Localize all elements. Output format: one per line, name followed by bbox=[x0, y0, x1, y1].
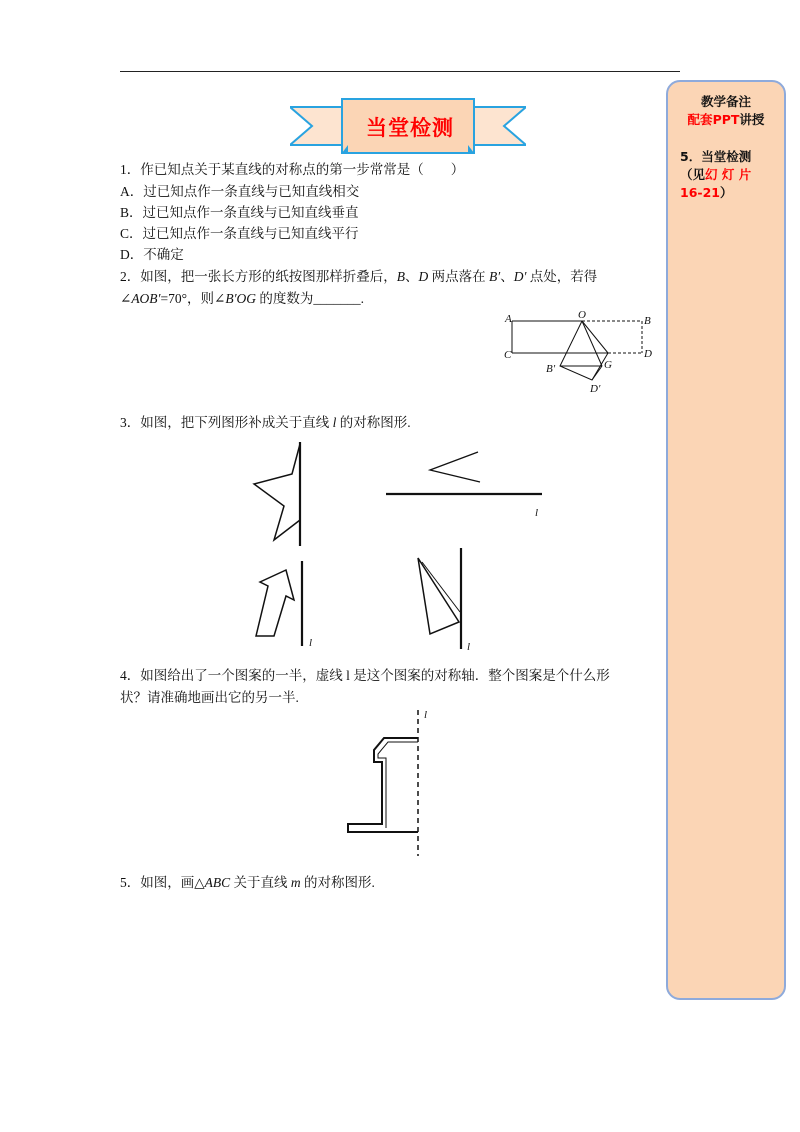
q5-stem: 5．如图，画△ABC 关于直线 m 的对称图形. bbox=[120, 875, 375, 890]
q2-label-a: A bbox=[505, 313, 512, 325]
top-rule bbox=[120, 71, 680, 72]
sidebar-note bbox=[680, 148, 780, 202]
q4-half-pattern bbox=[340, 706, 450, 858]
sidebar-subtitle: 配套PPT讲授 bbox=[687, 112, 765, 127]
q4-line2: 状？请准确地画出它的另一半. bbox=[120, 690, 299, 705]
q2-fold-figure bbox=[498, 308, 658, 398]
q2-label-c: C bbox=[504, 349, 512, 361]
q1-option-c: C．过已知点作一条直线与已知直线平行 bbox=[120, 226, 359, 241]
q2-label-b-prime: B′ bbox=[546, 363, 556, 375]
q4-axis-label: l bbox=[424, 709, 428, 721]
q2-label-b: B bbox=[644, 315, 651, 327]
sidebar-note-heading: 5．当堂检测 bbox=[680, 149, 752, 164]
sidebar-note-ref: （见幻 灯 片 bbox=[680, 167, 752, 182]
q1-option-d: D．不确定 bbox=[120, 247, 184, 262]
q3-figures bbox=[248, 436, 558, 661]
q1-option-a: A．过已知点作一条直线与已知直线相交 bbox=[120, 184, 360, 199]
q2-line2: ∠AOB′=70°，则∠B′OG 的度数为_______. bbox=[120, 291, 365, 306]
q2-label-d-prime: D′ bbox=[590, 383, 601, 395]
banner-title: 当堂检测 bbox=[366, 116, 454, 140]
q3-axis-label-4: l bbox=[467, 641, 471, 653]
q3-stem: 3．如图，把下列图形补成关于直线 l 的对称图形. bbox=[120, 415, 411, 430]
q4-line1: 4．如图给出了一个图案的一半，虚线 l 是这个图案的对称轴．整个图案是个什么形 bbox=[120, 668, 610, 683]
sidebar-title: 教学备注 bbox=[700, 94, 751, 109]
teaching-notes-sidebar bbox=[666, 80, 786, 1000]
q3-axis-label-1: l bbox=[535, 507, 539, 519]
sidebar-note-range: 16-21） bbox=[680, 185, 733, 200]
q2-label-o: O bbox=[578, 309, 586, 321]
q2-line1: 2．如图，把一张长方形的纸按图那样折叠后，B、D 两点落在 B′、D′ 点处，若得 bbox=[120, 269, 598, 284]
q2-label-d: D bbox=[644, 348, 652, 360]
q2-label-g: G bbox=[604, 359, 612, 371]
q1-stem: 1．作已知点关于某直线的对称点的第一步常常是（ ） bbox=[120, 162, 465, 177]
q3-axis-label-3: l bbox=[309, 637, 313, 649]
q1-option-b: B．过已知点作一条直线与已知直线垂直 bbox=[120, 205, 359, 220]
